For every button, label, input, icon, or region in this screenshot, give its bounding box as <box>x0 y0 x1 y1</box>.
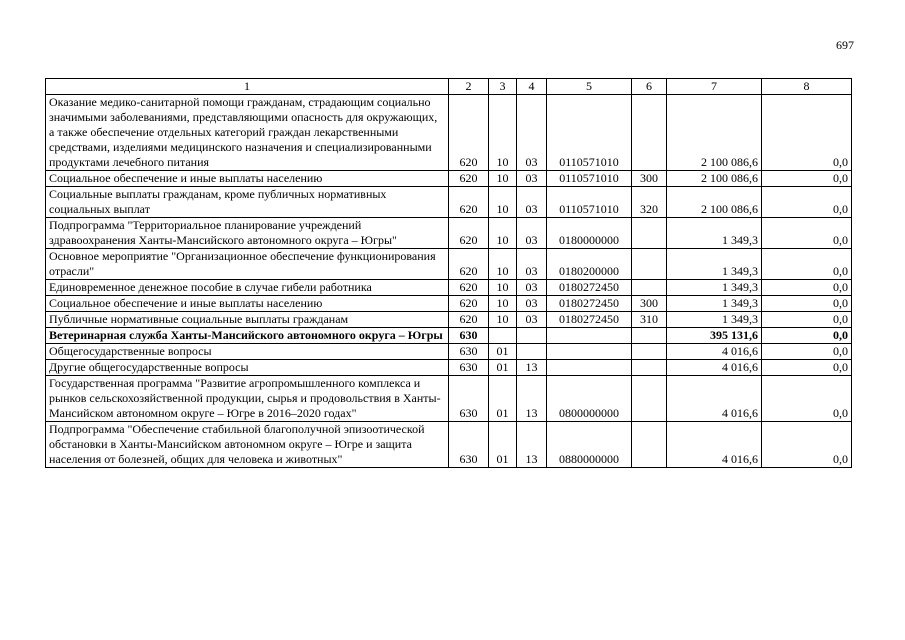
cell-target-article: 0180000000 <box>547 218 632 249</box>
cell-ministry-code: 620 <box>449 296 489 312</box>
row-name: Другие общегосударственные вопросы <box>46 360 449 376</box>
cell-section <box>489 328 517 344</box>
cell-expense-type <box>632 344 667 360</box>
cell-amount: 4 016,6 <box>667 422 762 468</box>
column-header: 6 <box>632 79 667 95</box>
cell-section: 10 <box>489 280 517 296</box>
table-row <box>46 187 852 218</box>
row-name: Основное мероприятие "Организационное обеспечение функционирования отрасли" <box>46 249 449 280</box>
column-header: 7 <box>667 79 762 95</box>
cell-target-article <box>547 328 632 344</box>
cell-ministry-code: 630 <box>449 344 489 360</box>
column-header: 5 <box>547 79 632 95</box>
cell-section: 10 <box>489 296 517 312</box>
cell-expense-type <box>632 280 667 296</box>
cell-section: 10 <box>489 95 517 171</box>
table-row <box>46 296 852 312</box>
table-header-row <box>46 79 852 95</box>
cell-ministry-code: 620 <box>449 312 489 328</box>
cell-ministry-code: 630 <box>449 422 489 468</box>
cell-expense-type <box>632 360 667 376</box>
table-row <box>46 376 852 422</box>
cell-amount: 2 100 086,6 <box>667 171 762 187</box>
cell-subsection: 03 <box>517 95 547 171</box>
table-row <box>46 422 852 468</box>
table-row <box>46 280 852 296</box>
cell-subsection <box>517 328 547 344</box>
cell-ministry-code: 620 <box>449 171 489 187</box>
cell-section: 10 <box>489 171 517 187</box>
row-name: Публичные нормативные социальные выплаты гражданам <box>46 312 449 328</box>
cell-ministry-code: 630 <box>449 376 489 422</box>
cell-subsection: 03 <box>517 187 547 218</box>
cell-subsection: 03 <box>517 296 547 312</box>
cell-amount-2: 0,0 <box>762 312 852 328</box>
column-header: 3 <box>489 79 517 95</box>
cell-amount: 395 131,6 <box>667 328 762 344</box>
cell-amount-2: 0,0 <box>762 344 852 360</box>
cell-amount-2: 0,0 <box>762 171 852 187</box>
row-name: Подпрограмма "Территориальное планирование учреждений здравоохранения Ханты-Мансийского автономного округа – Югры" <box>46 218 449 249</box>
cell-ministry-code: 630 <box>449 360 489 376</box>
cell-amount: 1 349,3 <box>667 296 762 312</box>
row-name: Оказание медико-санитарной помощи гражданам, страдающим социально значимыми заболеваниями, представляющими опасность для окружающих, а также обеспечение отдельных категорий граждан лекарственными средствами, изделиями медицинского назначения и специализированными продуктами лечебного питания <box>46 95 449 171</box>
cell-expense-type <box>632 95 667 171</box>
cell-target-article: 0800000000 <box>547 376 632 422</box>
cell-subsection: 13 <box>517 422 547 468</box>
row-name: Ветеринарная служба Ханты-Мансийского автономного округа – Югры <box>46 328 449 344</box>
row-name: Социальное обеспечение и иные выплаты населению <box>46 171 449 187</box>
cell-ministry-code: 620 <box>449 95 489 171</box>
cell-amount-2: 0,0 <box>762 218 852 249</box>
table-row-section-total <box>46 328 852 344</box>
cell-section: 10 <box>489 249 517 280</box>
column-header: 4 <box>517 79 547 95</box>
cell-expense-type: 310 <box>632 312 667 328</box>
cell-target-article: 0110571010 <box>547 187 632 218</box>
column-header: 1 <box>46 79 449 95</box>
cell-amount-2: 0,0 <box>762 296 852 312</box>
cell-expense-type <box>632 328 667 344</box>
cell-subsection: 03 <box>517 312 547 328</box>
cell-amount-2: 0,0 <box>762 187 852 218</box>
cell-ministry-code: 620 <box>449 280 489 296</box>
cell-ministry-code: 630 <box>449 328 489 344</box>
cell-section: 01 <box>489 360 517 376</box>
cell-section: 10 <box>489 187 517 218</box>
cell-section: 01 <box>489 344 517 360</box>
cell-amount: 1 349,3 <box>667 280 762 296</box>
cell-target-article: 0180272450 <box>547 312 632 328</box>
cell-subsection: 03 <box>517 280 547 296</box>
cell-expense-type <box>632 422 667 468</box>
cell-subsection: 03 <box>517 218 547 249</box>
page-number: 697 <box>836 38 854 52</box>
cell-amount-2: 0,0 <box>762 422 852 468</box>
table-row <box>46 344 852 360</box>
cell-amount-2: 0,0 <box>762 280 852 296</box>
cell-amount: 1 349,3 <box>667 218 762 249</box>
cell-amount-2: 0,0 <box>762 95 852 171</box>
row-name: Государственная программа "Развитие агропромышленного комплекса и рынков сельскохозяйственной продукции, сырья и продовольствия в Ханты-Мансийском автономном округе – Югре в 2016–2020 годах" <box>46 376 449 422</box>
cell-target-article <box>547 344 632 360</box>
cell-expense-type: 300 <box>632 171 667 187</box>
row-name: Социальные выплаты гражданам, кроме публичных нормативных социальных выплат <box>46 187 449 218</box>
row-name: Общегосударственные вопросы <box>46 344 449 360</box>
cell-expense-type <box>632 249 667 280</box>
cell-amount: 1 349,3 <box>667 249 762 280</box>
cell-expense-type: 320 <box>632 187 667 218</box>
cell-amount-2: 0,0 <box>762 360 852 376</box>
column-header: 8 <box>762 79 852 95</box>
cell-target-article <box>547 360 632 376</box>
cell-subsection <box>517 344 547 360</box>
cell-amount-2: 0,0 <box>762 376 852 422</box>
cell-amount: 2 100 086,6 <box>667 95 762 171</box>
row-name: Единовременное денежное пособие в случае гибели работника <box>46 280 449 296</box>
cell-subsection: 03 <box>517 249 547 280</box>
table-row <box>46 95 852 171</box>
cell-target-article: 0880000000 <box>547 422 632 468</box>
cell-target-article: 0110571010 <box>547 171 632 187</box>
cell-section: 10 <box>489 312 517 328</box>
cell-amount: 4 016,6 <box>667 344 762 360</box>
table-row <box>46 171 852 187</box>
cell-amount: 1 349,3 <box>667 312 762 328</box>
table-row <box>46 249 852 280</box>
cell-amount-2: 0,0 <box>762 249 852 280</box>
row-name: Подпрограмма "Обеспечение стабильной благополучной эпизоотической обстановки в Ханты-Мансийском автономном округе – Югре и защита населения от болезней, общих для человека и животных" <box>46 422 449 468</box>
cell-expense-type <box>632 376 667 422</box>
row-name: Социальное обеспечение и иные выплаты населению <box>46 296 449 312</box>
cell-ministry-code: 620 <box>449 187 489 218</box>
table-row <box>46 312 852 328</box>
cell-amount-2: 0,0 <box>762 328 852 344</box>
cell-section: 01 <box>489 422 517 468</box>
cell-ministry-code: 620 <box>449 218 489 249</box>
cell-target-article: 0180272450 <box>547 296 632 312</box>
column-header: 2 <box>449 79 489 95</box>
table-row <box>46 360 852 376</box>
cell-subsection: 13 <box>517 360 547 376</box>
cell-amount: 4 016,6 <box>667 376 762 422</box>
cell-target-article: 0180200000 <box>547 249 632 280</box>
cell-subsection: 03 <box>517 171 547 187</box>
cell-expense-type <box>632 218 667 249</box>
budget-table <box>45 78 852 468</box>
cell-target-article: 0110571010 <box>547 95 632 171</box>
cell-ministry-code: 620 <box>449 249 489 280</box>
table-row <box>46 218 852 249</box>
cell-section: 10 <box>489 218 517 249</box>
cell-amount: 2 100 086,6 <box>667 187 762 218</box>
cell-expense-type: 300 <box>632 296 667 312</box>
cell-subsection: 13 <box>517 376 547 422</box>
cell-target-article: 0180272450 <box>547 280 632 296</box>
cell-amount: 4 016,6 <box>667 360 762 376</box>
cell-section: 01 <box>489 376 517 422</box>
